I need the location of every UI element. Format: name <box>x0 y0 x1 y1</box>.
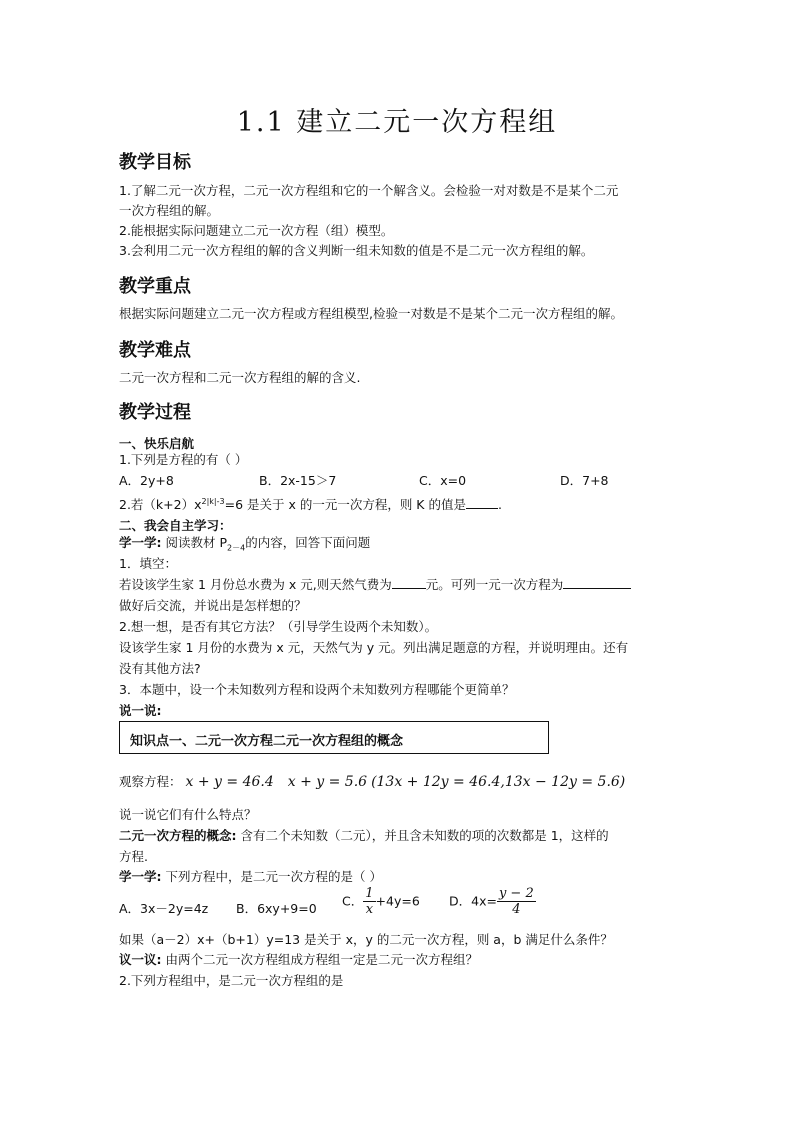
think-line-3: 没有其他方法? <box>119 661 201 676</box>
learn-text-b: 的内容，回答下面问题 <box>245 535 371 550</box>
features-question: 说一说它们有什么特点？ <box>119 807 257 822</box>
option-d-label: D．4x= <box>449 893 497 909</box>
q2-prefix: 2.若（k+2）x <box>119 497 202 513</box>
fill-label: 1．填空： <box>119 556 177 571</box>
q2-exponent: 2|k|-3 <box>201 497 225 506</box>
q1-option-b: B．2x-15＞7 <box>259 473 337 488</box>
goal-line-1: 1.了解二元一次方程，二元一次方程组和它的一个解含义。会检验一对对数是不是某个二元 <box>119 183 619 198</box>
concept-label: 二元一次方程的概念: <box>119 828 237 843</box>
q2-end: . <box>497 497 502 513</box>
option-c-numerator: 1 <box>365 886 374 901</box>
difficulty-text: 二元一次方程和二元一次方程组的解的含义. <box>119 370 361 385</box>
focus-text: 根据实际问题建立二元一次方程或方程组模型,检验一对数是不是某个二元一次方程组的解。 <box>119 306 623 321</box>
option-d-numerator: y − 2 <box>498 886 534 901</box>
learn-line <box>119 534 370 558</box>
say-label: 说一说: <box>119 703 162 718</box>
learn-label: 学一学: <box>119 535 162 550</box>
q1-option-c: C．x=0 <box>419 473 467 488</box>
q1-option-a: A．2y+8 <box>119 473 174 488</box>
heading-goals: 教学目标 <box>119 152 191 173</box>
concept-text: 含有二个未知数（二元），并且含未知数的项的次数都是 1，这样的 <box>236 828 609 843</box>
gas-fee-blank <box>392 576 426 589</box>
think-line-2: 设该学生家 1 月份的水费为 x 元，天然气为 y 元。列出满足题意的方程，并说明理由。还有 <box>119 640 629 655</box>
learn-text-a: 阅读教材 P <box>161 535 227 550</box>
observe-label: 观察方程： <box>119 774 182 789</box>
observe-eq-1: x + y = 46.4 <box>185 774 274 790</box>
goal-line-4: 3.会利用二元一次方程组的解的含义判断一组未知数的值是不是二元一次方程组的解。 <box>119 243 594 258</box>
question-1: 1.下列是方程的有（ ） <box>119 452 248 467</box>
learn2-label: 学一学: <box>119 869 162 884</box>
question-3: 3．本题中，设一个未知数列方程和设两个未知数列方程哪能个更简单？ <box>119 682 515 697</box>
fill-line-1 <box>119 576 631 594</box>
fill-line-1b: 元。可列一元一次方程为 <box>425 577 564 592</box>
q1-option-d: D．7+8 <box>560 473 609 488</box>
q2-suffix: =6 是关于 x 的一元一次方程，则 K 的值是 <box>224 497 466 513</box>
option-d-fraction <box>497 886 536 917</box>
equation-blank <box>563 576 631 589</box>
learn-pages: 2－4 <box>227 543 246 553</box>
learn2-line <box>119 868 382 886</box>
option-c-fraction <box>363 886 375 917</box>
fill-line-1a: 若设该学生家 1 月份总水费为 x 元,则天然气费为 <box>119 577 392 592</box>
heading-focus: 教学重点 <box>119 276 191 297</box>
concept-line-1 <box>119 827 609 845</box>
discuss-line <box>119 951 478 969</box>
discuss-label: 议一议: <box>119 952 162 967</box>
heading-process: 教学过程 <box>119 402 191 423</box>
fill-line-2: 做好后交流，并说出是怎样想的？ <box>119 598 307 613</box>
option-d-denominator: 4 <box>512 902 521 917</box>
part2-heading: 二、我会自主学习： <box>119 518 232 533</box>
observe-eq-2: x + y = 5.6 <box>287 774 368 790</box>
learn2-option-c <box>342 886 420 917</box>
discuss-text: 由两个二元一次方程组成方程组一定是二元一次方程组？ <box>161 952 478 967</box>
option-c-label: C． <box>342 893 364 909</box>
condition-question: 如果（a－2）x+（b+1）y=13 是关于 x，y 的二元一次方程，则 a，b 满足什么条件？ <box>119 932 613 947</box>
heading-difficulty: 教学难点 <box>119 340 191 361</box>
learn2-option-b: B．6xy+9=0 <box>236 901 317 916</box>
q2-blank <box>466 496 498 509</box>
concept-line-2: 方程. <box>119 849 148 864</box>
learn2-option-a: A．3x－2y=4z <box>119 901 209 916</box>
think-line-1: 2.想一想，是否有其它方法？（引导学生设两个未知数）。 <box>119 619 438 634</box>
knowledge-point-box: 知识点一、二元一次方程二元一次方程组的概念 <box>119 721 549 754</box>
option-c-denominator: x <box>365 902 374 917</box>
option-c-rest: +4y=6 <box>375 893 420 909</box>
part1-heading: 一、快乐启航 <box>119 436 195 451</box>
last-question: 2.下列方程组中，是二元一次方程组的是 <box>119 973 344 988</box>
goal-line-2: 一次方程组的解。 <box>119 203 220 218</box>
question-2 <box>119 493 502 514</box>
learn2-text: 下列方程中，是二元一次方程的是（ ） <box>161 869 382 884</box>
page-title: 1.1 建立二元一次方程组 <box>236 107 558 138</box>
learn2-option-d <box>449 886 536 917</box>
observe-line <box>119 773 625 791</box>
observe-eq-3: (13x + 12y = 46.4,13x − 12y = 5.6) <box>371 774 626 790</box>
goal-line-3: 2.能根据实际问题建立二元一次方程（组）模型。 <box>119 223 394 238</box>
